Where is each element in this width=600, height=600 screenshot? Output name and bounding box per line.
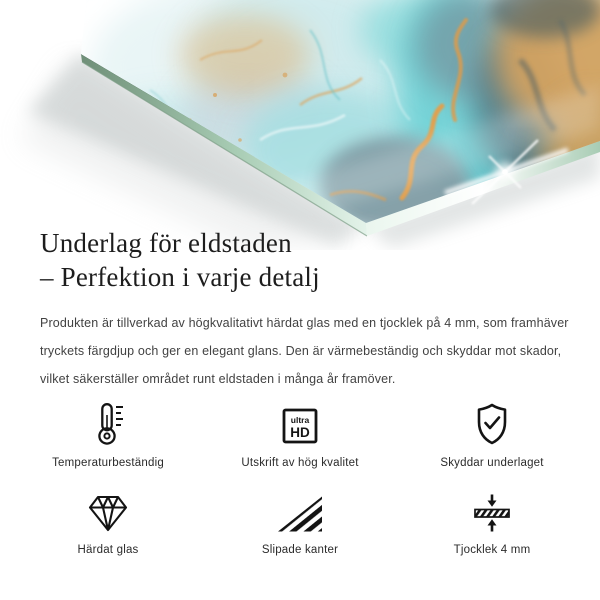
product-description: Produkten är tillverkad av högkvalitativt härdat glas med en tjocklek på 4 mm, som framhäver tryckets färgdjup och ger en elegant glans. Den är värmebeständig och skyddar mot skador, vilket säkerställer området runt eldstaden i många år framöver.: [40, 316, 569, 386]
diamond-icon: [86, 493, 130, 533]
heading-line-1: Underlag för eldstaden: [40, 228, 292, 258]
feature-label: Härdat glas: [77, 544, 139, 556]
product-image: [0, 0, 600, 250]
heading-line-2: – Perfektion i varje detalj: [40, 262, 320, 292]
glass-panel-photo: [0, 0, 600, 250]
feature-label: Tjocklek 4 mm: [453, 544, 531, 556]
features-grid: [12, 399, 588, 556]
feature-label: Slipade kanter: [261, 544, 339, 556]
feature-tempered-glass: [12, 486, 204, 556]
feature-print-quality: [204, 399, 396, 469]
page-title: [40, 226, 572, 294]
feature-temperature-resistant: [12, 399, 204, 469]
svg-text:ultra: ultra: [290, 415, 310, 425]
product-info-section: [40, 226, 572, 393]
thermometer-icon: [90, 402, 126, 446]
ultra-hd-icon: [280, 406, 320, 446]
thickness-icon: [472, 493, 512, 533]
feature-label: Utskrift av hög kvalitet: [241, 457, 359, 469]
feature-label: Temperaturbeständig: [52, 457, 164, 469]
feature-protects-surface: [396, 399, 588, 469]
feature-polished-edges: [204, 486, 396, 556]
shield-check-icon: [472, 402, 512, 446]
beveled-edges-icon: [277, 495, 323, 533]
feature-thickness: [396, 486, 588, 556]
feature-label: Skyddar underlaget: [440, 457, 544, 469]
svg-text:HD: HD: [290, 425, 310, 440]
